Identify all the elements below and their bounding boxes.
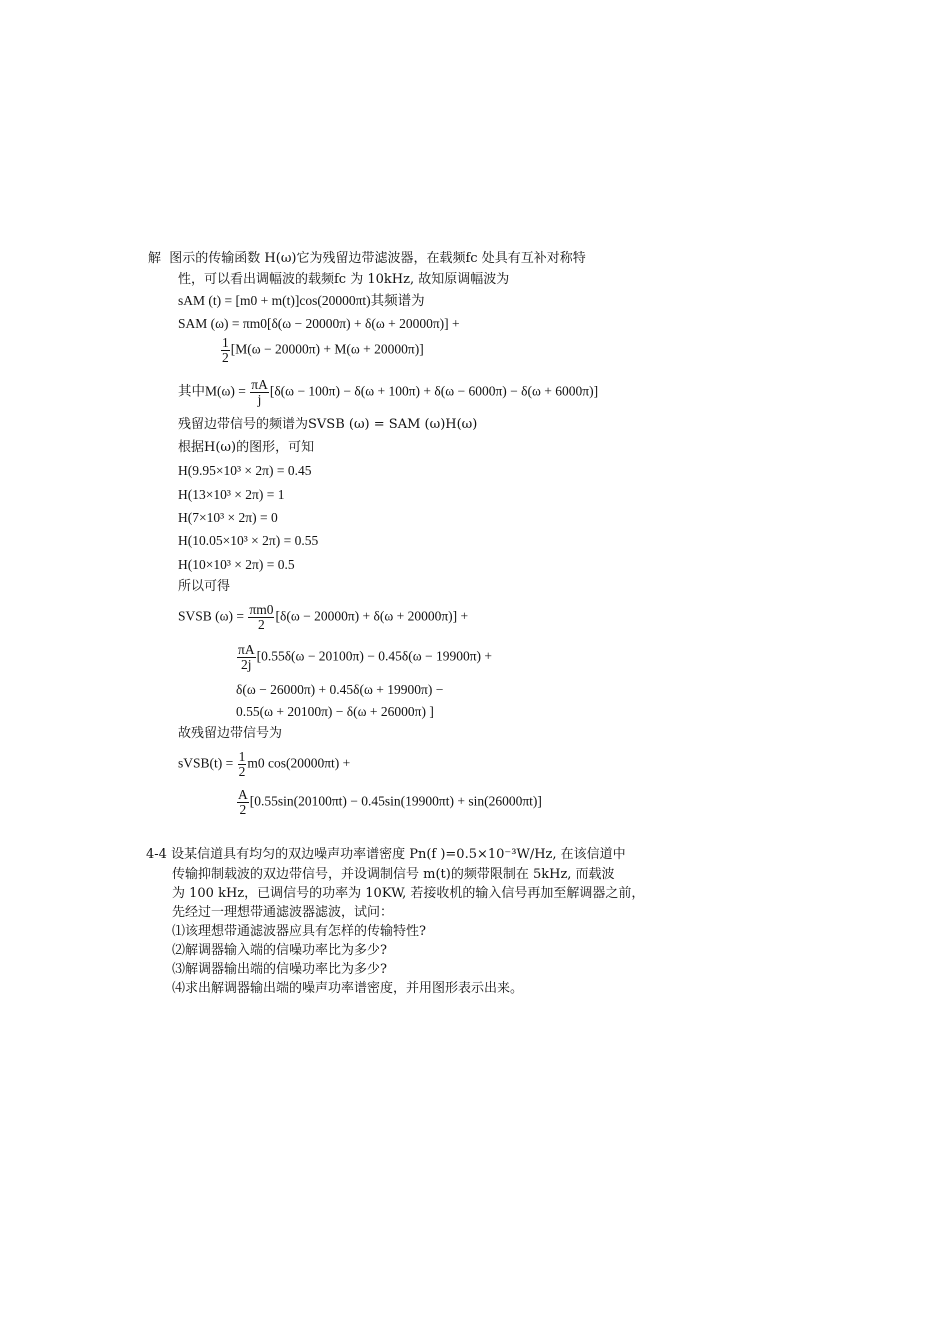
fraction-one-half: $\frac{1}{2}$ xyxy=(238,749,246,779)
per-H-graph-line: 根据H(ω)的图形，可知 xyxy=(178,440,315,455)
solution-intro-line-2: 性，可以看出调幅波的载频fc 为 10kHz, 故知原调幅波为 xyxy=(178,272,510,287)
thus-vsb-signal-line: 故残留边带信号为 xyxy=(178,726,283,741)
equation-S-am-line-2: $\frac{1}{2}$ [M(ω − 20000π) + M(ω + 20000π)] xyxy=(222,335,424,365)
problem-4-4-line-1: 4-4 设某信道具有均匀的双边噪声功率谱密度 Pn(f )=0.5×10⁻³W/Hz, 在该信道中 xyxy=(146,847,626,862)
problem-4-4-line-3: 为 100 kHz，已调信号的功率为 10KW, 若接收机的输入信号再加至解调器之前， xyxy=(172,886,645,901)
equation-M-omega: 其中M(ω) = $\frac{\pi A}{j}$ [δ(ω − 100π) − δ(ω + 100π) + δ(ω − 6000π) − δ(ω + 6000π)] xyxy=(178,377,599,407)
equation-s-am: sAM (t) = [m0 + m(t)]cos(20000πt)其频谱为 xyxy=(178,293,425,308)
question-2: ⑵解调器输入端的信噪功率比为多少? xyxy=(172,943,387,958)
question-4: ⑷求出解调器输出端的噪声功率谱密度，并用图形表示出来。 xyxy=(172,981,524,996)
equation-svsb-t-line-1: sVSB(t) = $\frac{1}{2}$ m0 cos(20000πt) + xyxy=(178,749,351,779)
question-1: ⑴该理想带通滤波器应具有怎样的传输特性? xyxy=(172,924,426,939)
H-value-4: H(10.05×10³ × 2π) = 0.55 xyxy=(178,533,319,548)
solution-text: 图示的传输函数 H(ω)它为残留边带滤波器，在载频fc 处具有互补对称特 xyxy=(169,251,586,266)
question-3: ⑶解调器输出端的信噪功率比为多少? xyxy=(172,962,387,977)
H-value-5: H(10×10³ × 2π) = 0.5 xyxy=(178,557,295,572)
H-value-1: H(9.95×10³ × 2π) = 0.45 xyxy=(178,463,312,478)
so-we-get-line: 所以可得 xyxy=(178,579,231,594)
H-value-2: H(13×10³ × 2π) = 1 xyxy=(178,487,285,502)
solution-label: 解 xyxy=(148,251,162,266)
problem-4-4-line-2: 传输抑制载波的双边带信号，并设调制信号 m(t)的频带限制在 5kHz, 而载波 xyxy=(172,867,615,882)
equation-S-am-line-1: SAM (ω) = πm0[δ(ω − 20000π) + δ(ω + 20000π)] + xyxy=(178,316,460,331)
equation-Svsb-line-3: δ(ω − 26000π) + 0.45δ(ω + 19900π) − xyxy=(236,682,444,697)
fraction-A-over-2: $\frac{A}{2}$ xyxy=(238,787,248,817)
fraction-piA-over-j: $\frac{\pi A}{j}$ xyxy=(251,377,268,407)
vsb-spectrum-line: 残留边带信号的频谱为SVSB (ω) = SAM (ω)H(ω) xyxy=(178,417,478,432)
H-value-3: H(7×10³ × 2π) = 0 xyxy=(178,510,278,525)
fraction-pim0-over-2: $\frac{\pi m0}{2}$ xyxy=(249,602,274,632)
fraction-half: $\frac{1}{2}$ xyxy=(222,335,229,365)
solution-intro-line-1 xyxy=(148,251,586,267)
equation-svsb-t-line-2: $\frac{A}{2}$ [0.55sin(20100πt) − 0.45sin(19900πt) + sin(26000πt)] xyxy=(238,787,542,817)
equation-Svsb-line-2: $\frac{\pi A}{2j}$ [0.55δ(ω − 20100π) − 0.45δ(ω − 19900π) + xyxy=(238,642,493,672)
equation-Svsb-line-4: 0.55(ω + 20100π) − δ(ω + 26000π) ] xyxy=(236,704,434,719)
problem-4-4-line-4: 先经过一理想带通滤波器滤波，试问： xyxy=(172,905,394,920)
equation-Svsb-line-1: SVSB (ω) = $\frac{\pi m0}{2}$ [δ(ω − 20000π) + δ(ω + 20000π)] + xyxy=(178,602,469,632)
fraction-piA-over-2j: $\frac{\pi A}{2j}$ xyxy=(238,642,255,672)
